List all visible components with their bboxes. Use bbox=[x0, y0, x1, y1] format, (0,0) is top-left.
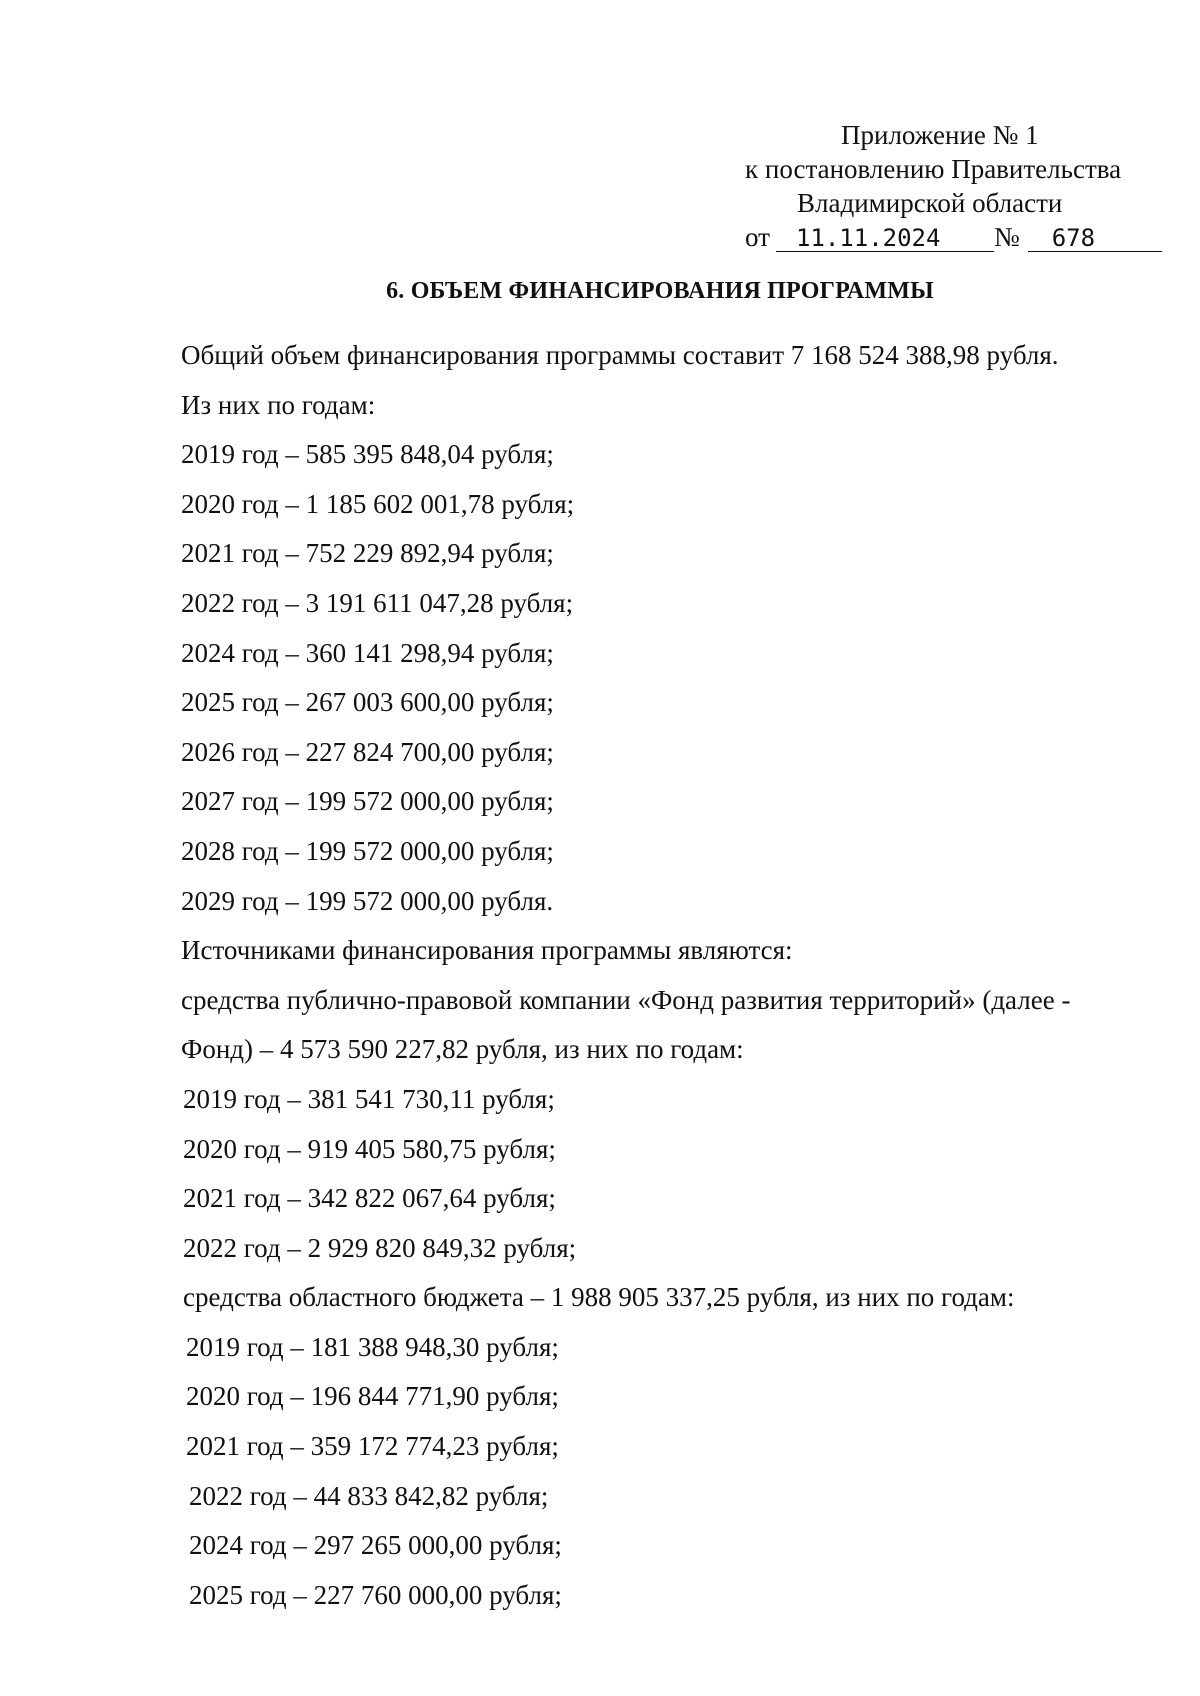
financing-text bbox=[181, 338, 1141, 1627]
number-label: № bbox=[993, 222, 1020, 252]
approval-block bbox=[745, 118, 1145, 254]
text-line: 2021 год – 359 172 774,23 рубля; bbox=[186, 1431, 559, 1462]
text-line: 2029 год – 199 572 000,00 рубля. bbox=[181, 885, 554, 916]
resolution-label: к постановлению Правительства bbox=[745, 154, 1122, 184]
text-line: 2020 год – 1 185 602 001,78 рубля; bbox=[181, 488, 575, 519]
date-number-line bbox=[745, 220, 1145, 254]
resolution-date: 11.11.2024 bbox=[776, 225, 994, 252]
text-line: средства областного бюджета – 1 988 905 337,25 рубля, из них по годам: bbox=[183, 1282, 1015, 1313]
text-line: 2025 год – 267 003 600,00 рубля; bbox=[181, 687, 554, 718]
text-line: Общий объем финансирования программы составит 7 168 524 388,98 рубля. bbox=[181, 340, 1059, 370]
text-line: средства публично-правовой компании «Фонд развития территорий» (далее - bbox=[181, 984, 1071, 1015]
text-line: 2021 год – 752 229 892,94 рубля; bbox=[181, 538, 554, 569]
text-line: 2020 год – 919 405 580,75 рубля; bbox=[183, 1133, 556, 1164]
text-line: 2026 год – 227 824 700,00 рубля; bbox=[181, 736, 554, 767]
text-line: 2027 год – 199 572 000,00 рубля; bbox=[181, 786, 554, 817]
text-line: 2028 год – 199 572 000,00 рубля; bbox=[181, 835, 554, 866]
text-line: Из них по годам: bbox=[181, 389, 376, 420]
region-label: Владимирской области bbox=[797, 188, 1063, 218]
text-line: 2024 год – 360 141 298,94 рубля; bbox=[181, 637, 554, 668]
text-line: 2022 год – 3 191 611 047,28 рубля; bbox=[181, 587, 574, 618]
text-line: 2021 год – 342 822 067,64 рубля; bbox=[183, 1183, 556, 1214]
text-line: 2019 год – 585 395 848,04 рубля; bbox=[181, 439, 554, 470]
text-line: Источниками финансирования программы являются: bbox=[181, 935, 793, 966]
text-line: 2025 год – 227 760 000,00 рубля; bbox=[189, 1579, 562, 1610]
text-line: 2019 год – 181 388 948,30 рубля; bbox=[186, 1331, 559, 1362]
text-line: 2022 год – 44 833 842,82 рубля; bbox=[189, 1480, 549, 1511]
text-line: 2022 год – 2 929 820 849,32 рубля; bbox=[183, 1232, 577, 1263]
section-title: 6. ОБЪЕМ ФИНАНСИРОВАНИЯ ПРОГРАММЫ bbox=[386, 278, 934, 304]
text-line: 2024 год – 297 265 000,00 рубля; bbox=[189, 1530, 562, 1561]
resolution-number: 678 bbox=[1028, 225, 1162, 252]
text-line: Фонд) – 4 573 590 227,82 рубля, из них по годам: bbox=[181, 1034, 744, 1065]
from-label: от bbox=[745, 222, 770, 252]
appendix-label: Приложение № 1 bbox=[841, 120, 1039, 150]
text-line: 2020 год – 196 844 771,90 рубля; bbox=[186, 1381, 559, 1412]
text-line: 2019 год – 381 541 730,11 рубля; bbox=[183, 1083, 555, 1114]
